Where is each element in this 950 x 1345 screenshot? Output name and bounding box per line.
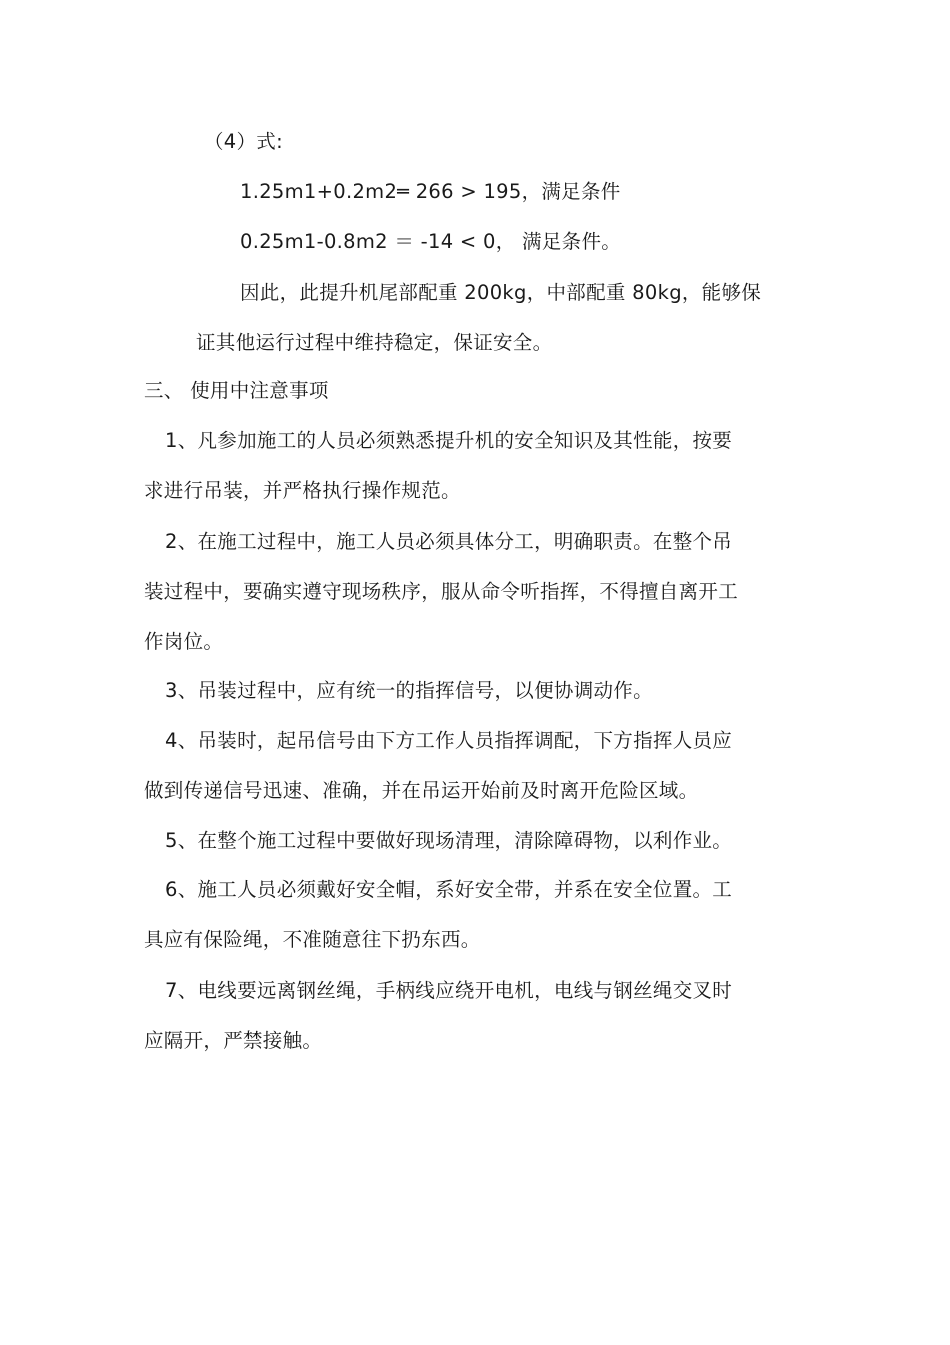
item-4-line-1: 4、吊装时，起吊信号由下方工作人员指挥调配，下方指挥人员应 [165, 729, 733, 752]
item-6-line-1: 6、施工人员必须戴好安全帽，系好安全带，并系在安全位置。工 [165, 878, 733, 901]
item-2-line-3: 作岗位。 [144, 630, 224, 653]
item-3-line-1: 3、吊装过程中，应有统一的指挥信号，以便协调动作。 [165, 679, 653, 702]
item-1-line-2: 求进行吊装，并严格执行操作规范。 [144, 479, 461, 502]
conclusion-line-1: 因此，此提升机尾部配重 200kg，中部配重 80kg，能够保 [240, 281, 762, 304]
formula-line-1: 1.25m1+0.2m2═ 266 > 195，满足条件 [240, 180, 621, 203]
section-title: 三、 使用中注意事项 [144, 379, 329, 402]
item-2-line-2: 装过程中，要确实遵守现场秩序，服从命令听指挥，不得擅自离开工 [144, 580, 739, 603]
item-2-line-1: 2、在施工过程中，施工人员必须具体分工，明确职责。在整个吊 [165, 530, 733, 553]
item-4-line-2: 做到传递信号迅速、准确，并在吊运开始前及时离开危险区域。 [144, 779, 699, 802]
item-7-line-2: 应隔开，严禁接触。 [144, 1029, 323, 1052]
item-5-line-1: 5、在整个施工过程中要做好现场清理，清除障碍物，以利作业。 [165, 829, 733, 852]
item-7-line-1: 7、电线要远离钢丝绳，手柄线应绕开电机，电线与钢丝绳交叉时 [165, 979, 733, 1002]
formula-line-2: 0.25m1-0.8m2 ＝ -14 < 0， 满足条件。 [240, 230, 622, 253]
item-1-line-1: 1、凡参加施工的人员必须熟悉提升机的安全知识及其性能，按要 [165, 429, 733, 452]
item-6-line-2: 具应有保险绳，不准随意往下扔东西。 [144, 928, 481, 951]
formula-heading: （4）式: [204, 130, 283, 153]
conclusion-line-2: 证其他运行过程中维持稳定，保证安全。 [196, 331, 553, 354]
